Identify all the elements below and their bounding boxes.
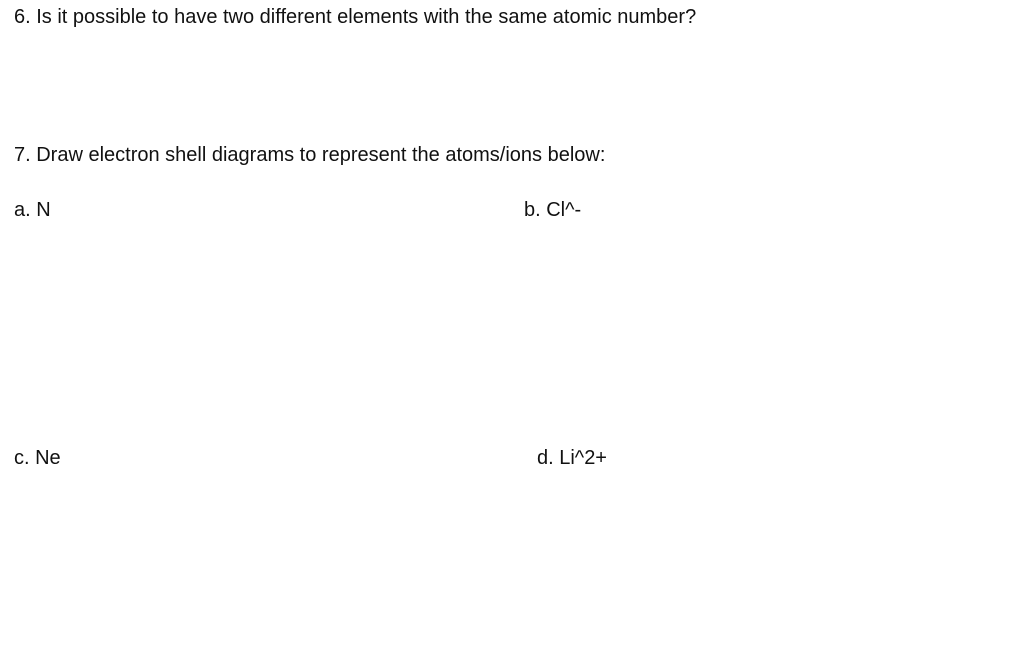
question-7-text: 7. Draw electron shell diagrams to represent the atoms/ions below: xyxy=(14,144,606,166)
part-d-label: d. Li^2+ xyxy=(537,447,607,469)
part-b-label: b. Cl^- xyxy=(524,199,582,221)
part-a-label: a. N xyxy=(14,199,51,221)
question-6-text: 6. Is it possible to have two different elements with the same atomic number? xyxy=(14,6,697,28)
part-c-label: c. Ne xyxy=(14,447,61,469)
